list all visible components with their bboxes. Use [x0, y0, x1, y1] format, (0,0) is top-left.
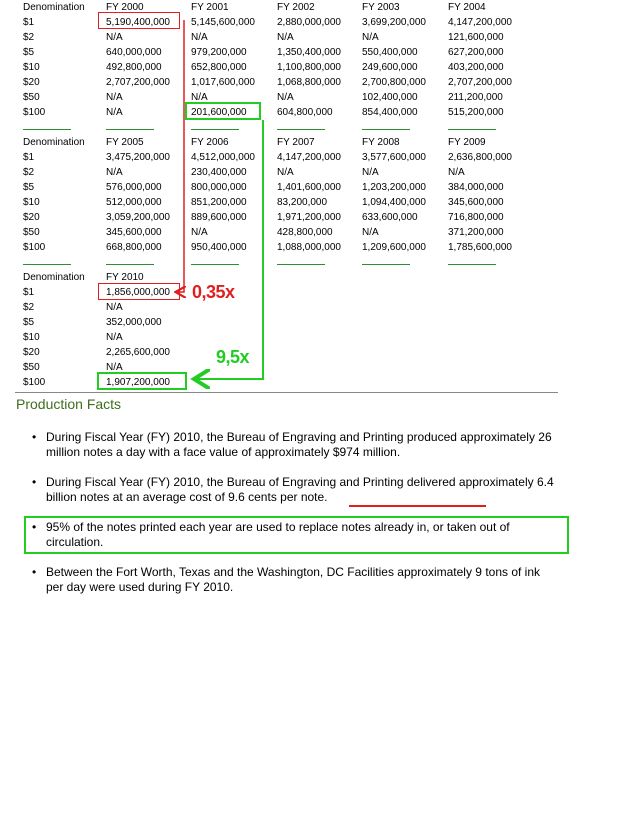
value-cell: 1,350,400,000: [277, 47, 341, 58]
value-cell: 83,200,000: [277, 197, 328, 208]
value-cell: 2,707,200,000: [448, 77, 512, 88]
value-cell: 1,401,600,000: [277, 182, 341, 193]
table-separator: [23, 129, 71, 130]
value-cell: 5,145,600,000: [191, 17, 255, 28]
denomination-cell: $100: [23, 377, 46, 388]
denomination-cell: $10: [23, 62, 40, 73]
column-header-denomination: Denomination: [23, 272, 85, 283]
denomination-cell: $1: [23, 287, 35, 298]
value-cell: N/A: [106, 92, 123, 103]
fact-text: During Fiscal Year (FY) 2010, the Bureau of Engraving and Printing delivered approximately 6.4 billion notes at an average cost of 9.6 cents per note.: [46, 475, 554, 504]
value-cell: N/A: [106, 332, 123, 343]
value-cell: 2,636,800,000: [448, 152, 512, 163]
value-cell: 1,856,000,000: [106, 287, 170, 298]
table-separator: [362, 264, 410, 265]
value-cell: 979,200,000: [191, 47, 247, 58]
value-cell: 950,400,000: [191, 242, 247, 253]
denomination-cell: $10: [23, 332, 40, 343]
value-cell: N/A: [106, 32, 123, 43]
value-cell: 800,000,000: [191, 182, 247, 193]
value-cell: 3,475,200,000: [106, 152, 170, 163]
highlight-box-fy2001-100: [185, 102, 261, 120]
table-separator: [277, 129, 325, 130]
value-cell: 604,800,000: [277, 107, 333, 118]
value-cell: 2,707,200,000: [106, 77, 170, 88]
column-header-year: FY 2004: [448, 2, 486, 13]
value-cell: 668,800,000: [106, 242, 162, 253]
value-cell: 121,600,000: [448, 32, 504, 43]
value-cell: 352,000,000: [106, 317, 162, 328]
denomination-cell: $20: [23, 347, 40, 358]
fact-text: 95% of the notes printed each year are used to replace notes already in, or taken out of circulation.: [46, 520, 510, 549]
value-cell: 102,400,000: [362, 92, 418, 103]
column-header-year: FY 2010: [106, 272, 144, 283]
denomination-cell: $1: [23, 17, 35, 28]
table-separator: [448, 264, 496, 265]
denomination-cell: $5: [23, 182, 35, 193]
highlight-box-fact: [24, 516, 569, 554]
value-cell: 1,100,800,000: [277, 62, 341, 73]
table-separator: [277, 264, 325, 265]
fact-text: Between the Fort Worth, Texas and the Washington, DC Facilities approximately 9 tons of ink per day were used during FY 2010.: [46, 565, 541, 594]
table-separator: [106, 129, 154, 130]
value-cell: N/A: [277, 167, 294, 178]
value-cell: 2,880,000,000: [277, 17, 341, 28]
denomination-cell: $2: [23, 32, 35, 43]
column-header-year: FY 2005: [106, 137, 144, 148]
denomination-cell: $100: [23, 107, 46, 118]
value-cell: 515,200,000: [448, 107, 504, 118]
value-cell: 492,800,000: [106, 62, 162, 73]
fact-item: [30, 430, 560, 460]
value-cell: 403,200,000: [448, 62, 504, 73]
value-cell: 652,800,000: [191, 62, 247, 73]
value-cell: N/A: [106, 167, 123, 178]
value-cell: 2,265,600,000: [106, 347, 170, 358]
value-cell: 1,094,400,000: [362, 197, 426, 208]
ratio-annotation-red: 0,35x: [192, 282, 235, 302]
table-separator: [191, 129, 239, 130]
value-cell: 211,200,000: [448, 92, 503, 103]
column-header-denomination: Denomination: [23, 2, 85, 13]
red-arrow: [177, 20, 184, 292]
value-cell: N/A: [448, 167, 465, 178]
value-cell: 576,000,000: [106, 182, 162, 193]
column-header-year: FY 2008: [362, 137, 400, 148]
denomination-cell: $50: [23, 227, 40, 238]
denomination-cell: $2: [23, 167, 35, 178]
fact-text: During Fiscal Year (FY) 2010, the Bureau of Engraving and Printing produced approximately 26 million notes a day with a face value of approximately $974 million.: [46, 430, 552, 459]
column-header-denomination: Denomination: [23, 137, 85, 148]
value-cell: 4,512,000,000: [191, 152, 255, 163]
column-header-year: FY 2002: [277, 2, 315, 13]
denomination-cell: $1: [23, 152, 35, 163]
value-cell: N/A: [191, 32, 208, 43]
value-cell: 3,059,200,000: [106, 212, 170, 223]
highlight-box-fy2010-100: [97, 372, 187, 390]
value-cell: 889,600,000: [191, 212, 247, 223]
value-cell: N/A: [106, 362, 123, 373]
denomination-cell: $10: [23, 197, 40, 208]
value-cell: 1,785,600,000: [448, 242, 512, 253]
value-cell: 1,209,600,000: [362, 242, 426, 253]
value-cell: N/A: [362, 32, 379, 43]
column-header-year: FY 2006: [191, 137, 229, 148]
value-cell: 1,971,200,000: [277, 212, 341, 223]
table-separator: [362, 129, 410, 130]
value-cell: N/A: [106, 302, 123, 313]
value-cell: 550,400,000: [362, 47, 418, 58]
denomination-cell: $20: [23, 77, 40, 88]
value-cell: N/A: [362, 167, 379, 178]
highlight-box-fy2000-1: [98, 12, 180, 29]
value-cell: 851,200,000: [191, 197, 247, 208]
section-divider: [15, 392, 558, 393]
table-separator: [191, 264, 239, 265]
value-cell: 1,203,200,000: [362, 182, 426, 193]
highlight-box-fy2010-1: [98, 283, 180, 300]
value-cell: N/A: [277, 92, 294, 103]
value-cell: 345,600,000: [106, 227, 162, 238]
denomination-cell: $100: [23, 242, 46, 253]
value-cell: 4,147,200,000: [277, 152, 341, 163]
denomination-cell: $5: [23, 317, 35, 328]
value-cell: 3,577,600,000: [362, 152, 426, 163]
value-cell: 1,068,800,000: [277, 77, 341, 88]
value-cell: 633,600,000: [362, 212, 418, 223]
value-cell: 345,600,000: [448, 197, 504, 208]
column-header-year: FY 2007: [277, 137, 315, 148]
value-cell: 1,017,600,000: [191, 77, 255, 88]
value-cell: 4,147,200,000: [448, 17, 512, 28]
value-cell: 428,800,000: [277, 227, 333, 238]
value-cell: N/A: [362, 227, 379, 238]
fact-item: [30, 475, 560, 505]
denomination-cell: $20: [23, 212, 40, 223]
value-cell: 512,000,000: [106, 197, 162, 208]
column-header-year: FY 2001: [191, 2, 229, 13]
value-cell: 716,800,000: [448, 212, 504, 223]
section-heading: Production Facts: [16, 396, 122, 412]
value-cell: 371,200,000: [448, 227, 504, 238]
value-cell: 627,200,000: [448, 47, 504, 58]
column-header-year: FY 2009: [448, 137, 486, 148]
fact-item: [30, 565, 560, 595]
value-cell: N/A: [106, 107, 123, 118]
value-cell: 640,000,000: [106, 47, 162, 58]
value-cell: N/A: [191, 227, 208, 238]
value-cell: 1,907,200,000: [106, 377, 170, 388]
value-cell: 3,699,200,000: [362, 17, 426, 28]
denomination-cell: $50: [23, 362, 40, 373]
value-cell: 1,088,000,000: [277, 242, 341, 253]
column-header-year: FY 2000: [106, 2, 144, 13]
denomination-cell: $5: [23, 47, 35, 58]
denomination-cell: $2: [23, 302, 35, 313]
value-cell: N/A: [191, 92, 208, 103]
value-cell: 5,190,400,000: [106, 17, 170, 28]
value-cell: 230,400,000: [191, 167, 247, 178]
ratio-annotation-green: 9,5x: [216, 347, 250, 367]
value-cell: 2,700,800,000: [362, 77, 426, 88]
value-cell: 854,400,000: [362, 107, 418, 118]
table-separator: [23, 264, 71, 265]
table-separator: [106, 264, 154, 265]
value-cell: 249,600,000: [362, 62, 418, 73]
value-cell: 201,600,000: [191, 107, 247, 118]
value-cell: 384,000,000: [448, 182, 504, 193]
column-header-year: FY 2003: [362, 2, 400, 13]
value-cell: N/A: [277, 32, 294, 43]
denomination-cell: $50: [23, 92, 40, 103]
table-separator: [448, 129, 496, 130]
